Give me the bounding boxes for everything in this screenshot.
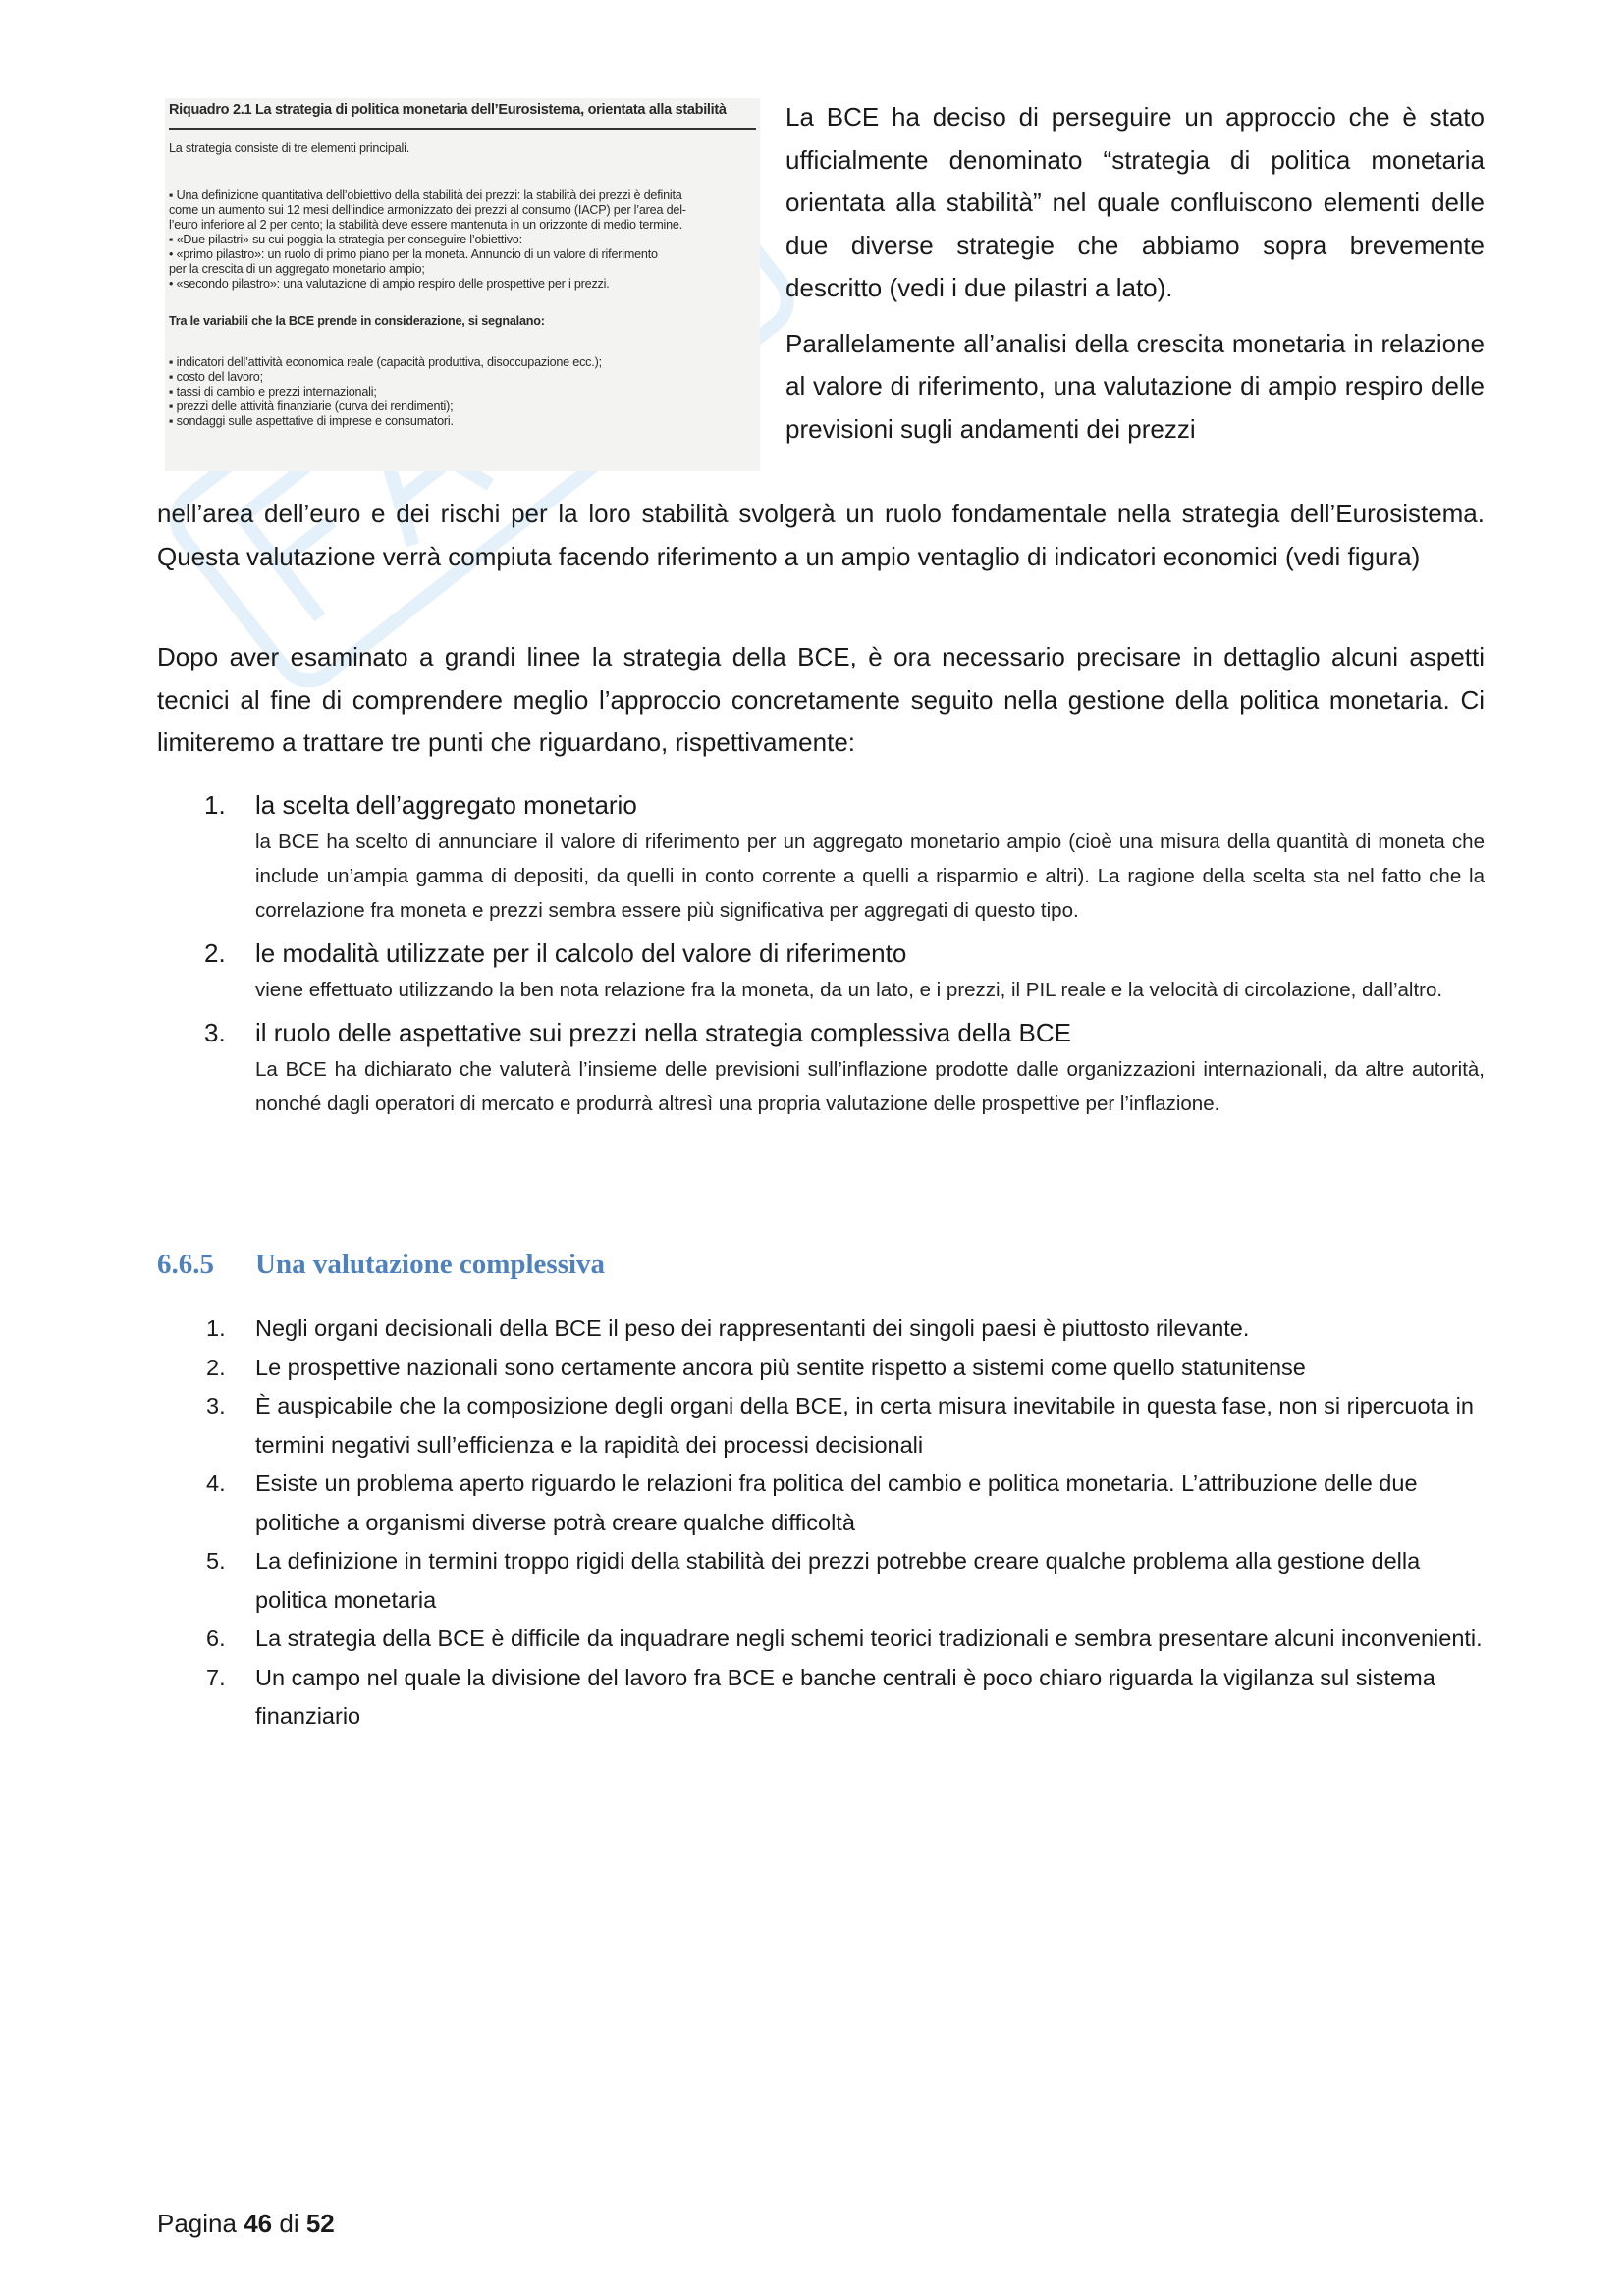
page-footer (157, 2209, 335, 2239)
intro-text (157, 636, 1485, 765)
footer-prefix: Pagina (157, 2209, 237, 2238)
list-number: 2. (204, 938, 226, 968)
paragraph: Parallelamente all’analisi della crescita monetaria in relazione al valore di riferimento, una valutazione di ampio respiro delle previsioni sugli andamenti dei prezzi (785, 328, 1485, 444)
figure-line: per la crescita di un aggregato monetario ampio; (169, 262, 425, 276)
list-number: 6. (206, 1626, 226, 1651)
list-item (157, 1620, 1485, 1659)
evaluation-list (157, 1309, 1485, 1736)
section-heading (157, 1249, 605, 1281)
side-text (785, 96, 1485, 451)
list-item (157, 1013, 1485, 1121)
paragraph: La BCE ha deciso di perseguire un approccio che è stato ufficialmente denominato “strategia di politica monetaria orientata alla stabilità” nel quale confluiscono elementi delle due diverse strategie che abbiamo sopra brevemente descritto (vedi i due pilastri a lato). (785, 102, 1485, 302)
figure-rule (169, 128, 756, 130)
list-number: 4. (206, 1470, 226, 1496)
point-detail: viene effettuato utilizzando la ben nota relazione fra la moneta, da un lato, e i prezzi, il PIL reale e la velocità di circolazione, dall’altro. (255, 979, 1443, 1001)
footer-separator: di (279, 2209, 299, 2238)
list-text: Negli organi decisionali della BCE il peso dei rappresentanti dei singoli paesi è piuttosto rilevante. (255, 1315, 1250, 1341)
list-text: La strategia della BCE è difficile da inquadrare negli schemi teorici tradizionali e sembra presentare alcuni inconvenienti. (255, 1626, 1483, 1651)
point-detail: la BCE ha scelto di annunciare il valore di riferimento per un aggregato monetario ampio (cioè una misura della quantità di moneta che include un’ampia gamma di depositi, da quelli in conto corrente a quelli a risparmio e altri). La ragione della scelta sta nel fatto che la correlazione fra moneta e prezzi sembra essere più significativa per aggregati di questo tipo. (255, 830, 1485, 922)
footer-total-pages: 52 (305, 2209, 335, 2238)
list-number: 1. (204, 790, 226, 820)
list-text: Un campo nel quale la divisione del lavoro fra BCE e banche centrali è poco chiaro riguarda la vigilanza sul sistema finanziario (255, 1664, 1435, 1729)
list-item (157, 1309, 1485, 1349)
figure-line: ▪ tassi di cambio e prezzi internazionali; (169, 385, 377, 399)
point-heading: la scelta dell’aggregato monetario (255, 790, 637, 820)
list-item (157, 934, 1485, 1007)
list-number: 7. (206, 1664, 226, 1690)
figure-line: ▪ sondaggi sulle aspettative di imprese e consumatori. (169, 414, 454, 428)
list-text: Le prospettive nazionali sono certamente ancora più sentite rispetto a sistemi come quello statunitense (255, 1354, 1306, 1380)
list-item (157, 1465, 1485, 1542)
figure-line: • «primo pilastro»: un ruolo di primo piano per la moneta. Annuncio di un valore di riferimento (169, 247, 658, 261)
figure-line: ▪ Una definizione quantitativa dell’obiettivo della stabilità dei prezzi: la stabilità dei prezzi è definita (169, 188, 682, 202)
continuation-text (157, 493, 1485, 578)
list-number: 1. (206, 1315, 226, 1341)
scanned-box-figure (165, 98, 760, 471)
list-text: È auspicabile che la composizione degli organi della BCE, in certa misura inevitabile in questa fase, non si ripercuota in termini negativi sull’efficienza e la rapidità dei processi decisionali (255, 1393, 1474, 1458)
list-item (157, 1659, 1485, 1736)
section-title-text: Una valutazione complessiva (255, 1249, 606, 1280)
figure-line: ▪ «Due pilastri» su cui poggia la strategia per conseguire l’obiettivo: (169, 233, 522, 246)
figure-line: l’euro inferiore al 2 per cento; la stabilità deve essere mantenuta in un orizzonte di medio termine. (169, 218, 683, 232)
figure-line: • «secondo pilastro»: una valutazione di ampio respiro delle prospettive per i prezzi. (169, 277, 610, 291)
section-number: 6.6.5 (157, 1249, 214, 1280)
figure-line: ▪ indicatori dell’attività economica reale (capacità produttiva, disoccupazione ecc.); (169, 355, 602, 369)
figure-title: Riquadro 2.1 La strategia di politica monetaria dell’Eurosistema, orientata alla stabilità (169, 102, 727, 118)
paragraph: nell’area dell’euro e dei rischi per la loro stabilità svolgerà un ruolo fondamentale nella strategia dell’Eurosistema. Questa valutazione verrà compiuta facendo riferimento a un ampio ventaglio di indicatori economici (vedi figura) (157, 499, 1485, 571)
list-item (157, 1542, 1485, 1620)
list-number: 5. (206, 1548, 226, 1574)
list-item (157, 1387, 1485, 1465)
point-heading: le modalità utilizzate per il calcolo del valore di riferimento (255, 938, 907, 968)
figure-line: come un aumento sui 12 mesi dell’indice armonizzato dei prezzi al consumo (IACP) per l’area del- (169, 203, 686, 217)
list-number: 2. (206, 1354, 226, 1380)
figure-line: ▪ costo del lavoro; (169, 370, 263, 384)
paragraph: Dopo aver esaminato a grandi linee la strategia della BCE, è ora necessario precisare in dettaglio alcuni aspetti tecnici al fine di comprendere meglio l’approccio concretamente seguito nella gestione della politica monetaria. Ci limiteremo a trattare tre punti che riguardano, rispettivamente: (157, 642, 1485, 757)
footer-current-page: 46 (244, 2209, 273, 2238)
list-text: La definizione in termini troppo rigidi della stabilità dei prezzi potrebbe creare qualche problema alla gestione della politica monetaria (255, 1548, 1421, 1613)
list-number: 3. (206, 1393, 226, 1418)
point-detail: La BCE ha dichiarato che valuterà l’insieme delle previsioni sull’inflazione prodotte dalle organizzazioni internazionali, da altre autorità, nonché dagli operatori di mercato e produrrà altresì una propria valutazione delle prospettive per l’inflazione. (255, 1058, 1485, 1115)
list-text: Esiste un problema aperto riguardo le relazioni fra politica del cambio e politica monetaria. L’attribuzione delle due politiche a organismi diverse potrà creare qualche difficoltà (255, 1470, 1418, 1535)
list-item (157, 1349, 1485, 1388)
technical-points-list (157, 785, 1485, 1127)
figure-line: Tra le variabili che la BCE prende in considerazione, si segnalano: (169, 314, 545, 328)
list-number: 3. (204, 1018, 226, 1047)
figure-line: La strategia consiste di tre elementi principali. (169, 141, 410, 155)
point-heading: il ruolo delle aspettative sui prezzi nella strategia complessiva della BCE (255, 1018, 1071, 1047)
list-item (157, 785, 1485, 928)
figure-line: ▪ prezzi delle attività finanziarie (curva dei rendimenti); (169, 400, 454, 413)
